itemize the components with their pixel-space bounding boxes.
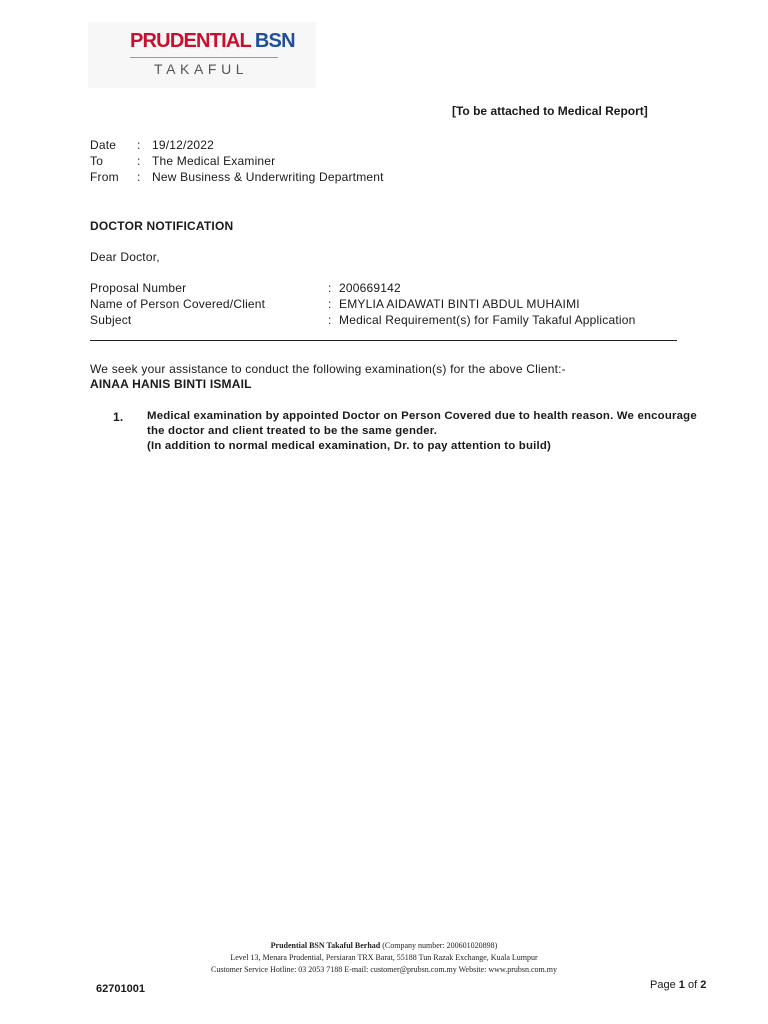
to-colon: : — [137, 154, 141, 168]
logo-prudential: PRUDENTIAL — [130, 30, 251, 52]
page-current: 1 — [678, 979, 685, 991]
footer-company-number: (Company number: 200601020898) — [382, 941, 498, 950]
date-label: Date — [90, 138, 117, 152]
proposal-value: 200669142 — [339, 281, 401, 295]
requirement-line-3: (In addition to normal medical examination, Dr. to pay attention to build) — [147, 440, 551, 452]
client-name: AINAA HANIS BINTI ISMAIL — [90, 377, 252, 391]
requirement-number: 1. — [113, 410, 124, 424]
subject-colon: : — [328, 313, 332, 327]
logo-takaful: TAKAFUL — [154, 61, 249, 77]
footer-address: Level 13, Menara Prudential, Persiaran TRX Barat, 55188 Tun Razak Exchange, Kuala Lumpur — [230, 953, 538, 962]
client-colon: : — [328, 297, 332, 311]
subject-value: Medical Requirement(s) for Family Takaful Application — [339, 313, 636, 327]
logo-divider — [130, 57, 278, 58]
date-colon: : — [137, 138, 141, 152]
divider — [90, 340, 677, 341]
page-number — [650, 979, 706, 991]
footer-contact: Customer Service Hotline: 03 2053 7188 E-mail: customer@prubsn.com.my Website: www.prubsn.com.my — [210, 965, 557, 974]
greeting: Dear Doctor, — [90, 250, 160, 264]
date-value: 19/12/2022 — [152, 138, 215, 152]
client-value: EMYLIA AIDAWATI BINTI ABDUL MUHAIMI — [339, 297, 580, 311]
to-label: To — [90, 154, 104, 168]
client-label: Name of Person Covered/Client — [90, 297, 266, 311]
logo-bsn: BSN — [254, 30, 295, 52]
page-total: 2 — [700, 979, 707, 991]
intro-text: We seek your assistance to conduct the following examination(s) for the above Client:- — [90, 362, 566, 376]
page-prefix: Page — [650, 979, 676, 991]
document-code: 62701001 — [96, 983, 145, 995]
requirement-line-1: Medical examination by appointed Doctor on Person Covered due to health reason. We encourage — [147, 410, 697, 422]
from-value: New Business & Underwriting Department — [152, 170, 384, 184]
page-of: of — [687, 979, 698, 991]
attach-note: [To be attached to Medical Report] — [452, 104, 648, 118]
from-colon: : — [137, 170, 141, 184]
doctor-notification-heading: DOCTOR NOTIFICATION — [90, 219, 234, 233]
footer-company-line — [0, 941, 768, 950]
footer-company: Prudential BSN Takaful Berhad — [270, 941, 381, 950]
subject-label: Subject — [90, 313, 132, 327]
requirement-line-2: the doctor and client treated to be the same gender. — [147, 425, 438, 437]
from-label: From — [90, 170, 119, 184]
logo-brand — [130, 30, 295, 53]
proposal-colon: : — [328, 281, 332, 295]
to-value: The Medical Examiner — [152, 154, 276, 168]
proposal-label: Proposal Number — [90, 281, 187, 295]
